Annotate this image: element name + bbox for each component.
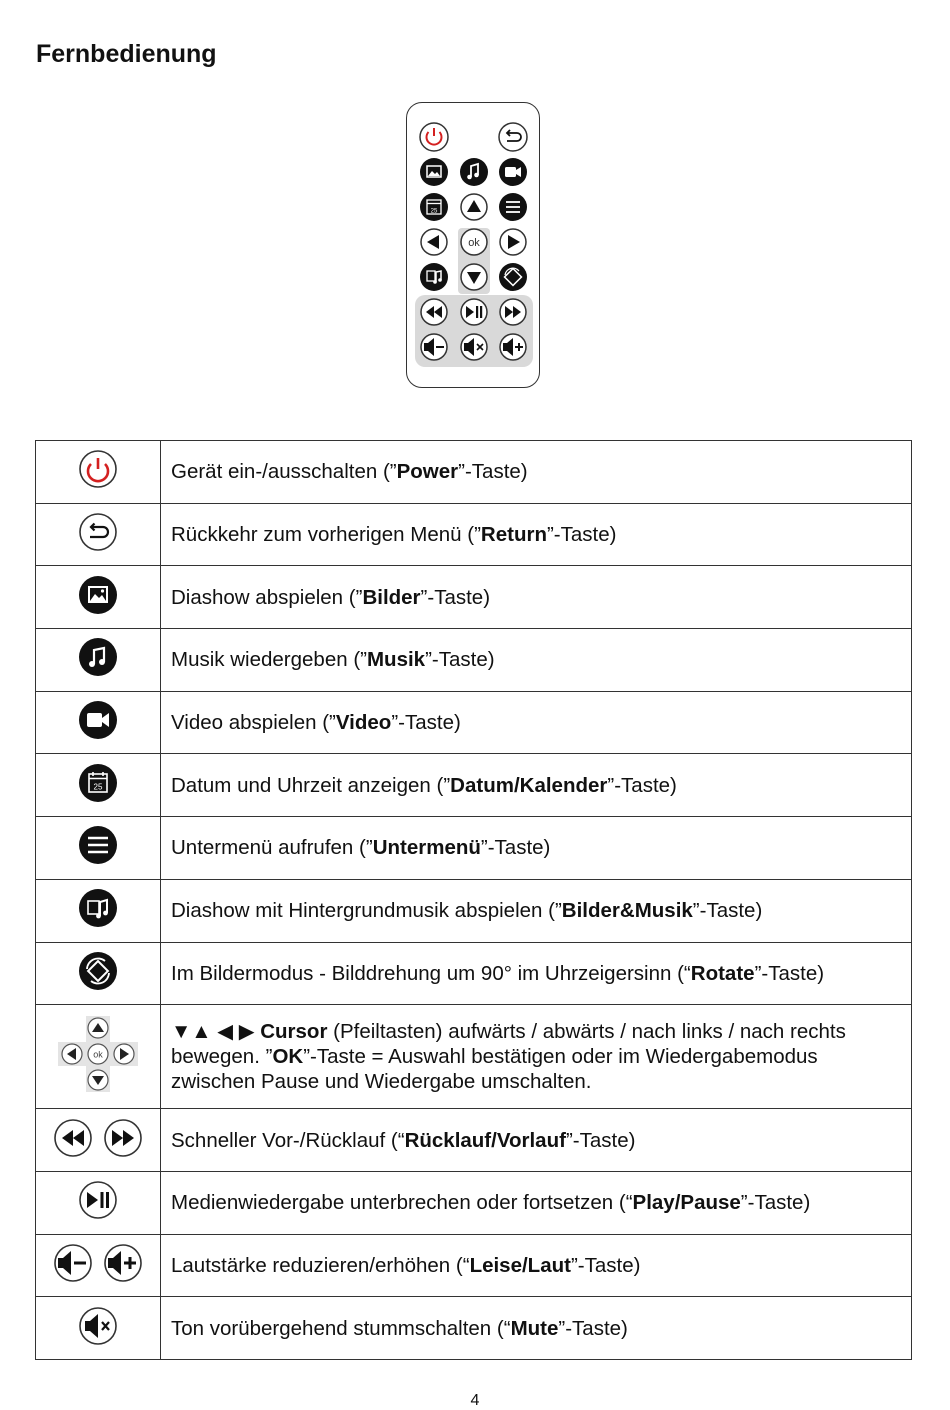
- rewind-forward-icon: [53, 1118, 143, 1158]
- table-row: Im Bildermodus - Bilddrehung um 90° im Uhrzeigersinn (“Rotate”-Taste): [36, 942, 912, 1005]
- remote-picture-button: [420, 158, 448, 186]
- forward-icon: [103, 1118, 143, 1158]
- cursor-pad-icon: [56, 1014, 140, 1094]
- table-row: ok ▼▲ ◀ ▶ Cursor (Pfeiltasten) aufwärts / abwärts / nach links / nach rechts bewegen. ”OK”-Taste = Auswahl bestätigen oder im Wiedergabemodus zwischen Pause und Wiedergabe umschalten.: [36, 1005, 912, 1109]
- rewind-icon: [53, 1118, 93, 1158]
- table-row: Medienwiedergabe unterbrechen oder fortsetzen (“Play/Pause”-Taste): [36, 1171, 912, 1234]
- table-row: 25 Datum und Uhrzeit anzeigen (”Datum/Kalender”-Taste): [36, 754, 912, 817]
- table-row: Lautstärke reduzieren/erhöhen (“Leise/Laut”-Taste): [36, 1234, 912, 1297]
- picture-icon: [78, 575, 118, 615]
- table-row: Musik wiedergeben (”Musik”-Taste): [36, 629, 912, 692]
- music-icon: [78, 637, 118, 677]
- table-row: Gerät ein-/ausschalten (”Power”-Taste): [36, 441, 912, 504]
- svg-text:25: 25: [93, 782, 103, 792]
- remote-volume-up-button: [500, 334, 526, 360]
- volume-down-up-icon: [53, 1243, 143, 1283]
- remote-left-button: [421, 229, 447, 255]
- calendar-icon: [78, 763, 118, 803]
- power-icon: [78, 449, 118, 489]
- picture-music-icon: [78, 888, 118, 928]
- play-pause-icon: [78, 1180, 118, 1220]
- remote-return-button: [499, 123, 527, 151]
- svg-text:25: 25: [430, 208, 438, 215]
- table-row: Video abspielen (”Video”-Taste): [36, 691, 912, 754]
- remote-rewind-button: [421, 299, 447, 325]
- rotate-icon: [78, 951, 118, 991]
- remote-up-button: [461, 194, 487, 220]
- table-row: Diashow mit Hintergrundmusik abspielen (”Bilder&Musik”-Taste): [36, 879, 912, 942]
- volume-down-icon: [53, 1243, 93, 1283]
- remote-rotate-button: [499, 263, 527, 291]
- volume-up-icon: [103, 1243, 143, 1283]
- svg-text:ok: ok: [93, 1049, 103, 1060]
- return-icon: [78, 512, 118, 552]
- remote-menu-button: [499, 193, 527, 221]
- table-row: Schneller Vor-/Rücklauf (“Rücklauf/Vorlauf”-Taste): [36, 1109, 912, 1172]
- table-row: Ton vorübergehend stummschalten (“Mute”-Taste): [36, 1297, 912, 1360]
- remote-power-button: [420, 123, 448, 151]
- remote-forward-button: [500, 299, 526, 325]
- remote-music-button: [460, 158, 488, 186]
- svg-text:ok: ok: [468, 237, 480, 249]
- remote-mute-button: [461, 334, 487, 360]
- remote-volume-down-button: [421, 334, 447, 360]
- remote-control-illustration: [406, 102, 540, 388]
- page-title: Fernbedienung: [36, 40, 217, 68]
- remote-picture-music-button: [420, 263, 448, 291]
- remote-play-pause-button: [461, 299, 487, 325]
- remote-ok-button: [461, 229, 487, 255]
- table-row: Rückkehr zum vorherigen Menü (”Return”-Taste): [36, 503, 912, 566]
- remote-right-button: [500, 229, 526, 255]
- table-row: Untermenü aufrufen (”Untermenü”-Taste): [36, 817, 912, 880]
- remote-down-button: [461, 264, 487, 290]
- video-icon: [78, 700, 118, 740]
- remote-calendar-button: [420, 193, 448, 221]
- mute-icon: [78, 1306, 118, 1346]
- key-description-table: [35, 440, 912, 1360]
- table-row: Diashow abspielen (”Bilder”-Taste): [36, 566, 912, 629]
- menu-icon: [78, 825, 118, 865]
- remote-video-button: [499, 158, 527, 186]
- page-number: 4: [470, 1392, 480, 1409]
